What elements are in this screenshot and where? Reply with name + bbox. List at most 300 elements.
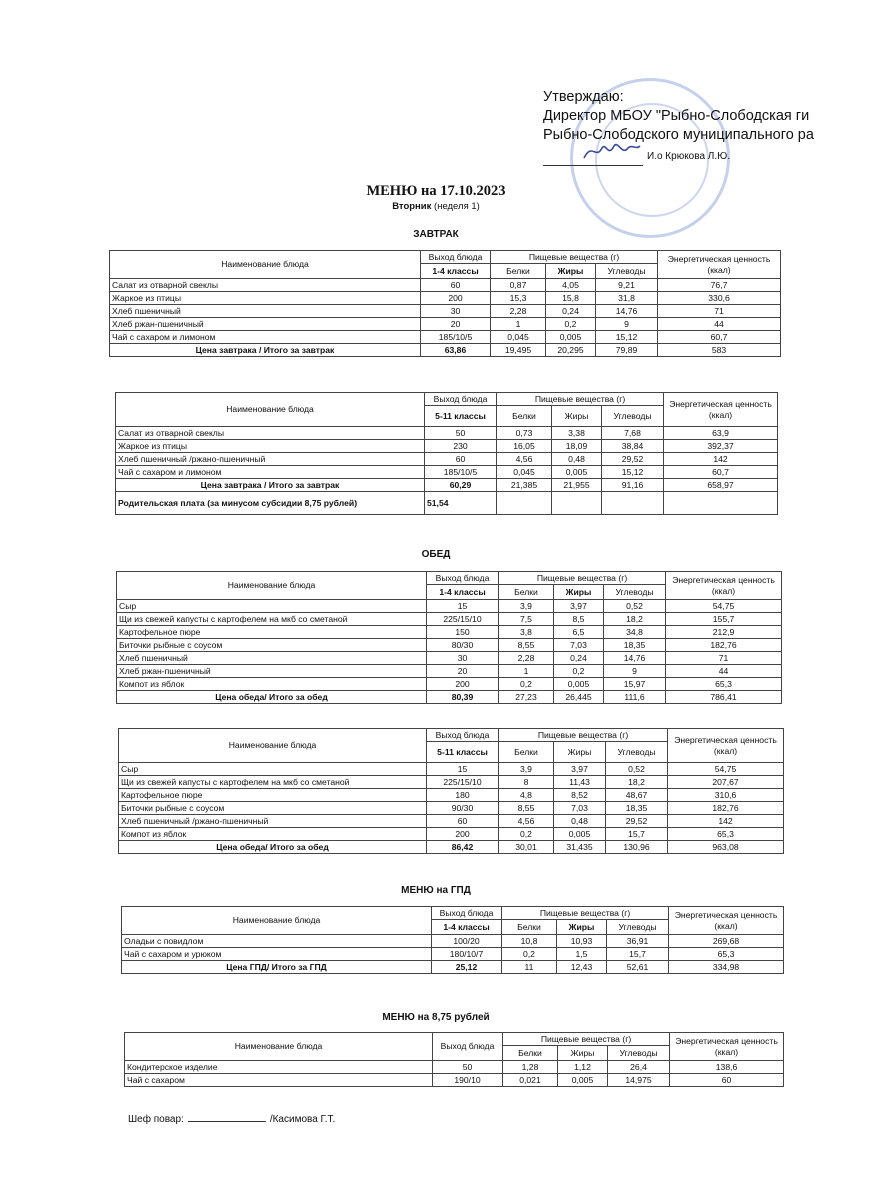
header-class: 1-4 классы <box>421 264 491 279</box>
parent-fee-value: 51,54 <box>425 492 497 515</box>
cell-value: 8,52 <box>554 789 606 802</box>
total-row <box>119 841 784 854</box>
header-name: Наименование блюда <box>122 907 432 935</box>
cell-value: 44 <box>666 665 782 678</box>
cell-value: 180/10/7 <box>432 948 502 961</box>
signature-line <box>543 147 814 166</box>
cell-value: 3,38 <box>552 427 602 440</box>
total-label: Цена завтрака / Итого за завтрак <box>116 479 425 492</box>
cell-value: 60 <box>425 453 497 466</box>
total-row <box>110 344 781 357</box>
header-row <box>116 393 778 406</box>
table-row <box>122 935 784 948</box>
header-carbs: Углеводы <box>606 742 668 763</box>
header-name: Наименование блюда <box>117 572 427 600</box>
cell-value: 30 <box>421 305 491 318</box>
parent-fee-row <box>116 492 778 515</box>
header-output: Выход блюда <box>427 572 499 585</box>
cell-value: 8 <box>499 776 554 789</box>
cell-value: 200 <box>421 292 491 305</box>
dish-name: Жаркое из птицы <box>110 292 421 305</box>
dish-name: Хлеб пшеничный /ржано-пшеничный <box>119 815 427 828</box>
cell-value: 90/30 <box>427 802 499 815</box>
cell-value: 190/10 <box>433 1074 503 1087</box>
header-class: 5-11 классы <box>427 742 499 763</box>
header-carbs: Углеводы <box>596 264 658 279</box>
header-class: 5-11 классы <box>425 406 497 427</box>
dish-name: Сыр <box>119 763 427 776</box>
cell-value: 63,9 <box>664 427 778 440</box>
header-carbs: Углеводы <box>608 1046 670 1061</box>
cell-value: 9 <box>596 318 658 331</box>
header-protein: Белки <box>502 920 557 935</box>
table-row <box>110 305 781 318</box>
cell-value: 0,52 <box>604 600 666 613</box>
cell-value: 4,05 <box>546 279 596 292</box>
header-fat: Жиры <box>558 1046 608 1061</box>
page-title: МЕНЮ на 17.10.2023 <box>366 183 506 199</box>
dish-name: Салат из отварной свеклы <box>110 279 421 292</box>
table-row <box>116 466 778 479</box>
cell-value: 3,9 <box>499 763 554 776</box>
cell-value: 60,7 <box>658 331 781 344</box>
table-row <box>110 331 781 344</box>
table-row <box>117 665 782 678</box>
table-row <box>110 318 781 331</box>
dish-name: Жаркое из птицы <box>116 440 425 453</box>
lunch-14-table <box>116 571 782 704</box>
cell-value: 11,43 <box>554 776 606 789</box>
header-row <box>117 572 782 585</box>
total-value: 86,42 <box>427 841 499 854</box>
total-row <box>116 479 778 492</box>
cell-value: 54,75 <box>666 600 782 613</box>
header-carbs: Углеводы <box>602 406 664 427</box>
cell-value: 2,28 <box>491 305 546 318</box>
table-row <box>117 652 782 665</box>
total-label: Цена обеда/ Итого за обед <box>117 691 427 704</box>
cell-value: 180 <box>427 789 499 802</box>
cell-value: 65,3 <box>666 678 782 691</box>
lunch-511-table <box>118 728 784 854</box>
total-value: 30,01 <box>499 841 554 854</box>
dish-name: Хлеб ржан-пшеничный <box>117 665 427 678</box>
table-row <box>117 613 782 626</box>
parent-fee-label: Родительская плата (за минусом субсидии 8,75 рублей) <box>116 492 425 515</box>
cell-value: 142 <box>668 815 784 828</box>
dish-name: Щи из свежей капусты с картофелем на мкб со сметаной <box>117 613 427 626</box>
cell-value: 18,35 <box>606 802 668 815</box>
table-row <box>110 292 781 305</box>
section-breakfast: ЗАВТРАК <box>413 229 459 240</box>
total-value: 334,98 <box>669 961 784 974</box>
dish-name: Картофельное пюре <box>119 789 427 802</box>
section-lunch: ОБЕД <box>421 549 451 560</box>
dish-name: Салат из отварной свеклы <box>116 427 425 440</box>
breakfast-14-table <box>109 250 781 357</box>
total-value: 25,12 <box>432 961 502 974</box>
total-value: 20,295 <box>546 344 596 357</box>
approval-block <box>543 88 814 166</box>
header-name: Наименование блюда <box>110 251 421 279</box>
cell-value: 34,8 <box>604 626 666 639</box>
cell-value: 7,03 <box>554 639 604 652</box>
total-value: 79,89 <box>596 344 658 357</box>
cell-value: 14,975 <box>608 1074 670 1087</box>
cell-value: 15,3 <box>491 292 546 305</box>
cell-value: 0,52 <box>606 763 668 776</box>
cell-value: 310,6 <box>668 789 784 802</box>
total-value: 63,86 <box>421 344 491 357</box>
cell-value: 142 <box>664 453 778 466</box>
cell-value: 4,56 <box>499 815 554 828</box>
header-protein: Белки <box>503 1046 558 1061</box>
total-value: 658,97 <box>664 479 778 492</box>
dish-name: Чай с сахаром и урюком <box>122 948 432 961</box>
cell-value: 212,9 <box>666 626 782 639</box>
cell-value: 100/20 <box>432 935 502 948</box>
header-output: Выход блюда <box>427 729 499 742</box>
header-name: Наименование блюда <box>116 393 425 427</box>
header-fat: Жиры <box>552 406 602 427</box>
cell-value: 0,2 <box>499 678 554 691</box>
cell-value: 15 <box>427 763 499 776</box>
total-value: 19,495 <box>491 344 546 357</box>
table-row <box>117 626 782 639</box>
cell-value: 0,005 <box>554 678 604 691</box>
cell-value: 3,97 <box>554 600 604 613</box>
table-row <box>116 453 778 466</box>
header-protein: Белки <box>491 264 546 279</box>
cell-value: 15 <box>427 600 499 613</box>
total-value: 111,6 <box>604 691 666 704</box>
cell-value: 29,52 <box>602 453 664 466</box>
cell-value: 330,6 <box>658 292 781 305</box>
section-rub: МЕНЮ на 8,75 рублей <box>382 1012 490 1023</box>
table-row <box>117 678 782 691</box>
cell-value: 15,97 <box>604 678 666 691</box>
header-energy: Энергетическая ценность (ккал) <box>669 907 784 935</box>
total-value: 130,96 <box>606 841 668 854</box>
cell-value: 16,05 <box>497 440 552 453</box>
cell-value: 80/30 <box>427 639 499 652</box>
cell-value: 0,005 <box>558 1074 608 1087</box>
cell-value: 50 <box>425 427 497 440</box>
total-value: 27,23 <box>499 691 554 704</box>
cell-value: 0,73 <box>497 427 552 440</box>
header-energy: Энергетическая ценность (ккал) <box>668 729 784 763</box>
breakfast-511-table <box>115 392 778 515</box>
cell-value: 200 <box>427 678 499 691</box>
cell-value: 269,68 <box>669 935 784 948</box>
cell-value: 0,2 <box>499 828 554 841</box>
cell-value: 0,005 <box>546 331 596 344</box>
header-energy: Энергетическая ценность (ккал) <box>666 572 782 600</box>
total-label: Цена ГПД/ Итого за ГПД <box>122 961 432 974</box>
cell-value: 38,84 <box>602 440 664 453</box>
header-nutrients: Пищевые вещества (г) <box>499 572 666 585</box>
cell-value: 50 <box>433 1061 503 1074</box>
dish-name: Биточки рыбные с соусом <box>119 802 427 815</box>
approval-line1: Утверждаю: <box>543 89 624 105</box>
total-row <box>122 961 784 974</box>
total-value: 11 <box>502 961 557 974</box>
table-row <box>119 815 784 828</box>
header-row <box>110 251 781 264</box>
total-value: 12,43 <box>557 961 607 974</box>
table-row <box>119 763 784 776</box>
cell-value: 1,12 <box>558 1061 608 1074</box>
header-nutrients: Пищевые вещества (г) <box>497 393 664 406</box>
cell-value: 15,12 <box>596 331 658 344</box>
cell-value: 7,03 <box>554 802 606 815</box>
cell-value: 7,68 <box>602 427 664 440</box>
cell-value: 185/10/5 <box>421 331 491 344</box>
cell-value: 15,7 <box>606 828 668 841</box>
header-output: Выход блюда <box>421 251 491 264</box>
dish-name: Хлеб пшеничный /ржано-пшеничный <box>116 453 425 466</box>
header-nutrients: Пищевые вещества (г) <box>503 1033 670 1046</box>
table-row <box>125 1061 784 1074</box>
cell-value: 30 <box>427 652 499 665</box>
header-fat: Жиры <box>554 585 604 600</box>
dish-name: Чай с сахаром <box>125 1074 433 1087</box>
cell-value: 15,7 <box>607 948 669 961</box>
cell-value: 0,045 <box>497 466 552 479</box>
total-value: 26,445 <box>554 691 604 704</box>
cell-value: 4,8 <box>499 789 554 802</box>
table-row <box>116 440 778 453</box>
chef-signature <box>128 1114 335 1125</box>
cell-value: 48,67 <box>606 789 668 802</box>
header-energy: Энергетическая ценность (ккал) <box>658 251 781 279</box>
header-name: Наименование блюда <box>119 729 427 763</box>
cell-value: 7,5 <box>499 613 554 626</box>
header-class: 1-4 классы <box>432 920 502 935</box>
cell-value: 182,76 <box>666 639 782 652</box>
cell-value: 71 <box>666 652 782 665</box>
cell-value: 54,75 <box>668 763 784 776</box>
cell-value: 29,52 <box>606 815 668 828</box>
header-carbs: Углеводы <box>604 585 666 600</box>
cell-value: 1,28 <box>503 1061 558 1074</box>
cell-value: 65,3 <box>668 828 784 841</box>
total-value: 786,41 <box>666 691 782 704</box>
header-row <box>122 907 784 920</box>
cell-value: 44 <box>658 318 781 331</box>
cell-value: 14,76 <box>604 652 666 665</box>
dish-name: Сыр <box>117 600 427 613</box>
header-class: 1-4 классы <box>427 585 499 600</box>
cell-value: 65,3 <box>669 948 784 961</box>
table-row <box>122 948 784 961</box>
total-label: Цена завтрака / Итого за завтрак <box>110 344 421 357</box>
cell-value: 2,28 <box>499 652 554 665</box>
cell-value: 26,4 <box>608 1061 670 1074</box>
header-nutrients: Пищевые вещества (г) <box>502 907 669 920</box>
page-subtitle <box>0 201 872 212</box>
total-value: 21,955 <box>552 479 602 492</box>
empty-cell <box>497 492 552 515</box>
cell-value: 4,56 <box>497 453 552 466</box>
total-label: Цена обеда/ Итого за обед <box>119 841 427 854</box>
dish-name: Хлеб ржан-пшеничный <box>110 318 421 331</box>
cell-value: 31,8 <box>596 292 658 305</box>
cell-value: 1 <box>499 665 554 678</box>
table-row <box>119 802 784 815</box>
cell-value: 230 <box>425 440 497 453</box>
approval-line3: Рыбно-Слободского муниципального ра <box>543 127 814 143</box>
cell-value: 1,5 <box>557 948 607 961</box>
dish-name: Картофельное пюре <box>117 626 427 639</box>
cell-value: 0,2 <box>554 665 604 678</box>
cell-value: 0,005 <box>552 466 602 479</box>
dish-name: Биточки рыбные с соусом <box>117 639 427 652</box>
table-row <box>116 427 778 440</box>
cell-value: 225/15/10 <box>427 613 499 626</box>
header-fat: Жиры <box>557 920 607 935</box>
subtitle-week: (неделя 1) <box>431 201 480 212</box>
header-output: Выход блюда <box>425 393 497 406</box>
subtitle-day: Вторник <box>392 201 432 212</box>
header-fat: Жиры <box>554 742 606 763</box>
header-row <box>119 729 784 742</box>
total-value: 60,29 <box>425 479 497 492</box>
cell-value: 155,7 <box>666 613 782 626</box>
cell-value: 0,021 <box>503 1074 558 1087</box>
empty-cell <box>664 492 778 515</box>
header-protein: Белки <box>499 585 554 600</box>
cell-value: 9,21 <box>596 279 658 292</box>
dish-name: Хлеб пшеничный <box>117 652 427 665</box>
cell-value: 10,93 <box>557 935 607 948</box>
cell-value: 60 <box>427 815 499 828</box>
cell-value: 200 <box>427 828 499 841</box>
total-value: 21,385 <box>497 479 552 492</box>
approval-line2: Директор МБОУ "Рыбно-Слободская ги <box>543 108 810 124</box>
cell-value: 10,8 <box>502 935 557 948</box>
signature-name: И.о Крюкова Л.Ю. <box>647 151 731 162</box>
cell-value: 0,2 <box>502 948 557 961</box>
cell-value: 0,24 <box>554 652 604 665</box>
cell-value: 0,005 <box>554 828 606 841</box>
header-energy: Энергетическая ценность (ккал) <box>670 1033 784 1061</box>
cell-value: 0,045 <box>491 331 546 344</box>
cell-value: 18,09 <box>552 440 602 453</box>
rub-menu-table <box>124 1032 784 1087</box>
table-row <box>110 279 781 292</box>
cell-value: 71 <box>658 305 781 318</box>
total-value: 80,39 <box>427 691 499 704</box>
gpd-14-table <box>121 906 784 974</box>
dish-name: Щи из свежей капусты с картофелем на мкб со сметаной <box>119 776 427 789</box>
cell-value: 15,12 <box>602 466 664 479</box>
table-row <box>125 1074 784 1087</box>
total-value: 963,08 <box>668 841 784 854</box>
cell-value: 0,48 <box>554 815 606 828</box>
cell-value: 18,2 <box>604 613 666 626</box>
dish-name: Оладьи с повидлом <box>122 935 432 948</box>
chef-label: Шеф повар: <box>128 1114 184 1125</box>
table-row <box>117 600 782 613</box>
cell-value: 0,2 <box>546 318 596 331</box>
table-row <box>119 789 784 802</box>
dish-name: Компот из яблок <box>119 828 427 841</box>
cell-value: 0,24 <box>546 305 596 318</box>
chef-name: /Касимова Г.Т. <box>269 1114 336 1125</box>
total-row <box>117 691 782 704</box>
cell-value: 36,91 <box>607 935 669 948</box>
cell-value: 60 <box>421 279 491 292</box>
total-value: 583 <box>658 344 781 357</box>
cell-value: 15,8 <box>546 292 596 305</box>
header-output: Выход блюда <box>432 907 502 920</box>
cell-value: 8,55 <box>499 639 554 652</box>
cell-value: 0,48 <box>552 453 602 466</box>
cell-value: 20 <box>427 665 499 678</box>
header-fat: Жиры <box>546 264 596 279</box>
dish-name: Компот из яблок <box>117 678 427 691</box>
dish-name: Чай с сахаром и лимоном <box>110 331 421 344</box>
header-nutrients: Пищевые вещества (г) <box>491 251 658 264</box>
cell-value: 18,35 <box>604 639 666 652</box>
total-value: 91,16 <box>602 479 664 492</box>
header-carbs: Углеводы <box>607 920 669 935</box>
total-value: 31,435 <box>554 841 606 854</box>
cell-value: 138,6 <box>670 1061 784 1074</box>
cell-value: 6,5 <box>554 626 604 639</box>
table-row <box>119 828 784 841</box>
cell-value: 185/10/5 <box>425 466 497 479</box>
table-row <box>119 776 784 789</box>
header-nutrients: Пищевые вещества (г) <box>499 729 668 742</box>
cell-value: 3,8 <box>499 626 554 639</box>
empty-cell <box>552 492 602 515</box>
cell-value: 0,87 <box>491 279 546 292</box>
header-output: Выход блюда <box>433 1033 503 1061</box>
cell-value: 150 <box>427 626 499 639</box>
section-gpd: МЕНЮ на ГПД <box>401 885 471 896</box>
cell-value: 60,7 <box>664 466 778 479</box>
header-energy: Энергетическая ценность (ккал) <box>664 393 778 427</box>
cell-value: 8,55 <box>499 802 554 815</box>
cell-value: 207,67 <box>668 776 784 789</box>
cell-value: 20 <box>421 318 491 331</box>
cell-value: 182,76 <box>668 802 784 815</box>
cell-value: 3,97 <box>554 763 606 776</box>
cell-value: 1 <box>491 318 546 331</box>
header-row <box>125 1033 784 1046</box>
dish-name: Кондитерское изделие <box>125 1061 433 1074</box>
cell-value: 18,2 <box>606 776 668 789</box>
empty-cell <box>602 492 664 515</box>
header-protein: Белки <box>499 742 554 763</box>
header-name: Наименование блюда <box>125 1033 433 1061</box>
cell-value: 392,37 <box>664 440 778 453</box>
cell-value: 60 <box>670 1074 784 1087</box>
table-row <box>117 639 782 652</box>
total-value: 52,61 <box>607 961 669 974</box>
cell-value: 8,5 <box>554 613 604 626</box>
cell-value: 3,9 <box>499 600 554 613</box>
header-protein: Белки <box>497 406 552 427</box>
cell-value: 76,7 <box>658 279 781 292</box>
cell-value: 225/15/10 <box>427 776 499 789</box>
dish-name: Чай с сахаром и лимоном <box>116 466 425 479</box>
dish-name: Хлеб пшеничный <box>110 305 421 318</box>
cell-value: 9 <box>604 665 666 678</box>
cell-value: 14,76 <box>596 305 658 318</box>
